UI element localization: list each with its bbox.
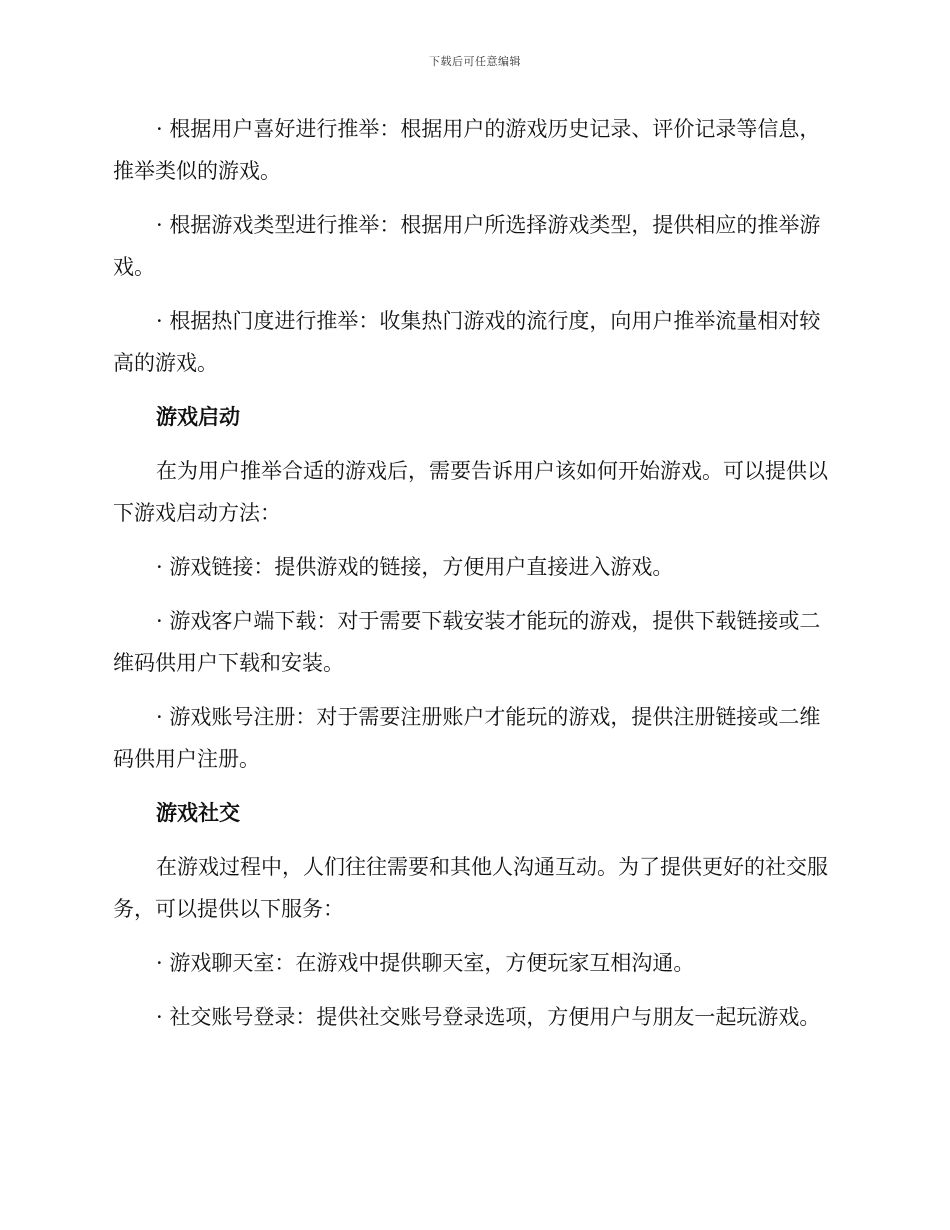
paragraph-game-social-intro: 在游戏过程中，人们往往需要和其他人沟通互动。为了提供更好的社交服务，可以提供以下服务： bbox=[113, 855, 828, 921]
bullet-account-registration: · 游戏账号注册：对于需要注册账户才能玩的游戏，提供注册链接或二维码供用户注册。 bbox=[113, 705, 821, 771]
bullet-preference-recommendation: · 根据用户喜好进行推举：根据用户的游戏历史记录、评价记录等信息，推举类似的游戏。 bbox=[113, 117, 821, 183]
paragraph-game-launch-intro: 在为用户推举合适的游戏后，需要告诉用户该如何开始游戏。可以提供以下游戏启动方法： bbox=[113, 459, 828, 525]
bullet-client-download: · 游戏客户端下载：对于需要下载安装才能玩的游戏，提供下载链接或二维码供用户下载和安装。 bbox=[113, 609, 821, 675]
document-body bbox=[113, 108, 833, 1050]
bullet-social-login: · 社交账号登录：提供社交账号登录选项，方便用户与朋友一起玩游戏。 bbox=[156, 1005, 821, 1029]
page-header: 下载后可任意编辑 bbox=[429, 55, 521, 68]
bullet-type-recommendation: · 根据游戏类型进行推举：根据用户所选择游戏类型，提供相应的推举游戏。 bbox=[113, 213, 821, 279]
section-heading-game-launch: 游戏启动 bbox=[156, 404, 240, 429]
bullet-popularity-recommendation: · 根据热门度进行推举：收集热门游戏的流行度，向用户推举流量相对较高的游戏。 bbox=[113, 309, 821, 375]
section-heading-game-social: 游戏社交 bbox=[156, 800, 240, 825]
bullet-chat-room: · 游戏聊天室：在游戏中提供聊天室，方便玩家互相沟通。 bbox=[156, 951, 695, 975]
bullet-game-link: · 游戏链接：提供游戏的链接，方便用户直接进入游戏。 bbox=[156, 555, 674, 579]
